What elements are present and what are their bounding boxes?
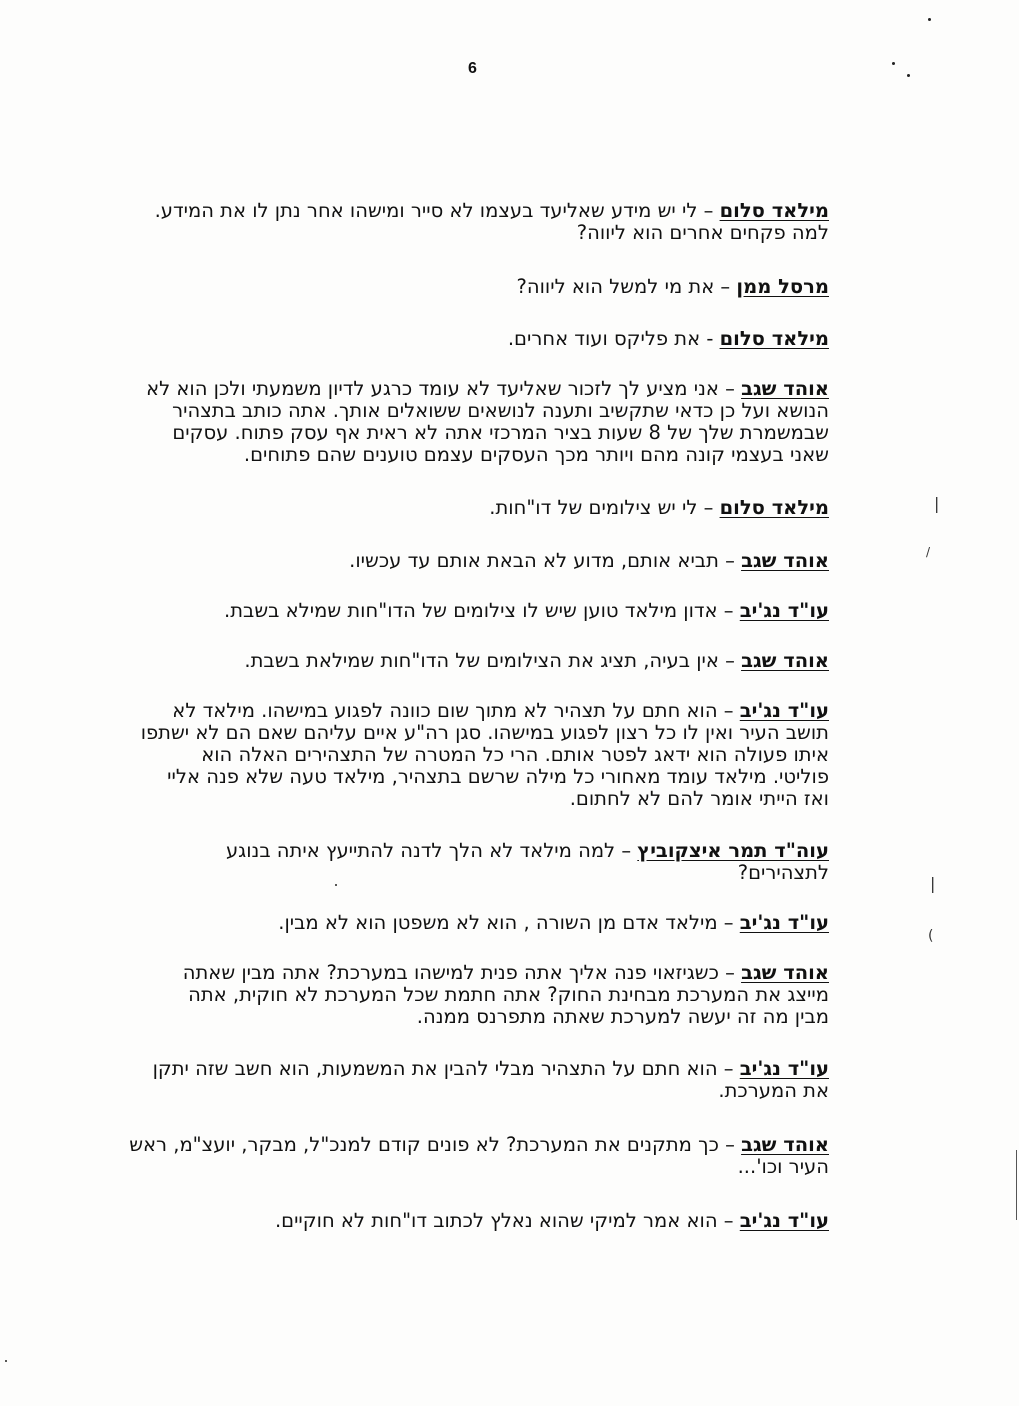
speech-text: – לי יש מידע שאליעד בעצמו לא סייר ומישהו אחר נתן לו את המידע. למה פקחים אחרים הוא ליווה? [154, 199, 829, 244]
page-number: 6 [468, 60, 477, 77]
speech-text: - את פליקס ועוד אחרים. [507, 327, 720, 350]
speech-text: – אין בעיה, תציג את הצילומים של הדו"חות שמילאת בשבת. [244, 649, 742, 672]
speech-text: – כשגיזאוי פנה אליך אתה פנית למישהו במערכת? אתה מבין שאתה מייצג את המערכת מבחינת החוק? אתה חתמת שכל המערכת לא חוקית, אתה מבין מה זה יעשה למערכת שאתה מתפרנס ממנה. [182, 961, 829, 1028]
transcript-paragraph [129, 200, 829, 244]
speech-text: – תביא אותם, מדוע לא הבאת אותם עד עכשיו. [349, 549, 742, 572]
speech-text: – הוא חתם על התצהיר מבלי להבין את המשמעות, הוא חשב שזה יתקן את המערכת. [152, 1057, 829, 1102]
transcript-paragraph [129, 497, 829, 519]
transcript-paragraph [129, 550, 829, 572]
speaker-name: עו"ד נג'יב [739, 599, 829, 622]
speech-text: – מילאד אדם מן השורה , הוא לא משפטן הוא לא מבין. [278, 911, 740, 934]
speech-text: – לי יש צילומים של דו"חות. [489, 496, 720, 519]
speaker-name: אוהד שגב [741, 649, 829, 672]
margin-mark: | [934, 494, 940, 513]
transcript-paragraph [124, 1134, 829, 1178]
speech-text: – הוא אמר למיקי שהוא נאלץ לכתוב דו"חות לא חוקיים. [274, 1209, 740, 1232]
speaker-name: עו"ד נג'יב [739, 1209, 829, 1232]
scan-speck [335, 884, 337, 886]
speech-text: – למה מילאד לא הלך לדנה להתייעץ איתה בנוגע לתצהירים? [225, 839, 829, 884]
scan-speck [5, 1360, 7, 1362]
speaker-name: אוהד שגב [741, 961, 829, 984]
speaker-name: מילאד סלום [719, 496, 829, 519]
transcript-paragraph [129, 378, 829, 466]
speech-text: – אדון מילאד טוען שיש לו צילומים של הדו"חות שמילא בשבת. [224, 599, 740, 622]
scan-speck [892, 62, 895, 65]
transcript-paragraph [129, 650, 829, 672]
margin-mark: / [926, 545, 931, 559]
scan-speck [907, 74, 910, 77]
speech-text: – כך מתקנים את המערכת? לא פונים קודם למנכ"ל, מבקר, יועצ"מ, ראש העיר וכו'... [129, 1133, 829, 1178]
transcript-paragraph [129, 1210, 829, 1232]
speech-text: – את מי למשל הוא ליווה? [516, 275, 737, 298]
scan-speck [928, 18, 931, 21]
transcript-paragraph [139, 700, 829, 810]
speaker-name: אוהד שגב [741, 549, 829, 572]
transcript-paragraph [124, 1058, 829, 1102]
transcript-paragraph [219, 840, 829, 884]
speaker-name: עו"ד נג'יב [739, 1057, 829, 1080]
transcript-paragraph [159, 962, 829, 1028]
margin-mark: | [930, 874, 936, 893]
speech-text: – אני מציע לך לזכור שאליעד לא עומד כרגע לדיון משמעתי ולכן הוא לא הנושא ועל כן כדאי שתקשיב ותענה לנושאים ששואלים אותך. אתה כותב בתצהיר שבמשמרת שלך של 8 שעות בציר המרכזי אתה לא ראית אף עסק פתוח. עסקים שאני בעצמי קונה מהם ויותר מכך העסקים עצמם טוענים שהם פתוחים. [146, 377, 829, 466]
speaker-name: אוהד שגב [741, 1133, 829, 1156]
speaker-name: מרסל ממן [736, 275, 829, 298]
transcript-paragraph [129, 600, 829, 622]
speaker-name: עוה"ד תמר איצקוביץ [637, 839, 829, 862]
speaker-name: אוהד שגב [741, 377, 829, 400]
speech-text: – הוא חתם על תצהיר לא מתוך שום כוונה לפגוע במישהו. מילאד לא תושב העיר ואין לו כל רצון לפגוע במישהו. סגן רה"ע איים עליהם שאם הם לא ישתפו איתו פעולה הוא ידאג לפטר אותם. הרי כל המטרה של התצהירים האלה הוא פוליטי. מילאד עומד מאחורי כל מילה שרשם בתצהיר, מילאד טעה שלא פנה אליי ואז הייתי אומר להם לא לחתום. [140, 699, 829, 810]
transcript-paragraph [129, 276, 829, 298]
transcript-paragraph [129, 912, 829, 934]
speaker-name: עו"ד נג'יב [739, 911, 829, 934]
speaker-name: מילאד סלום [719, 327, 829, 350]
speaker-name: עו"ד נג'יב [739, 699, 829, 722]
scan-border-line [1016, 1150, 1017, 1220]
margin-mark: ( [928, 928, 934, 944]
speaker-name: מילאד סלום [719, 199, 829, 222]
transcript-paragraph [129, 328, 829, 350]
